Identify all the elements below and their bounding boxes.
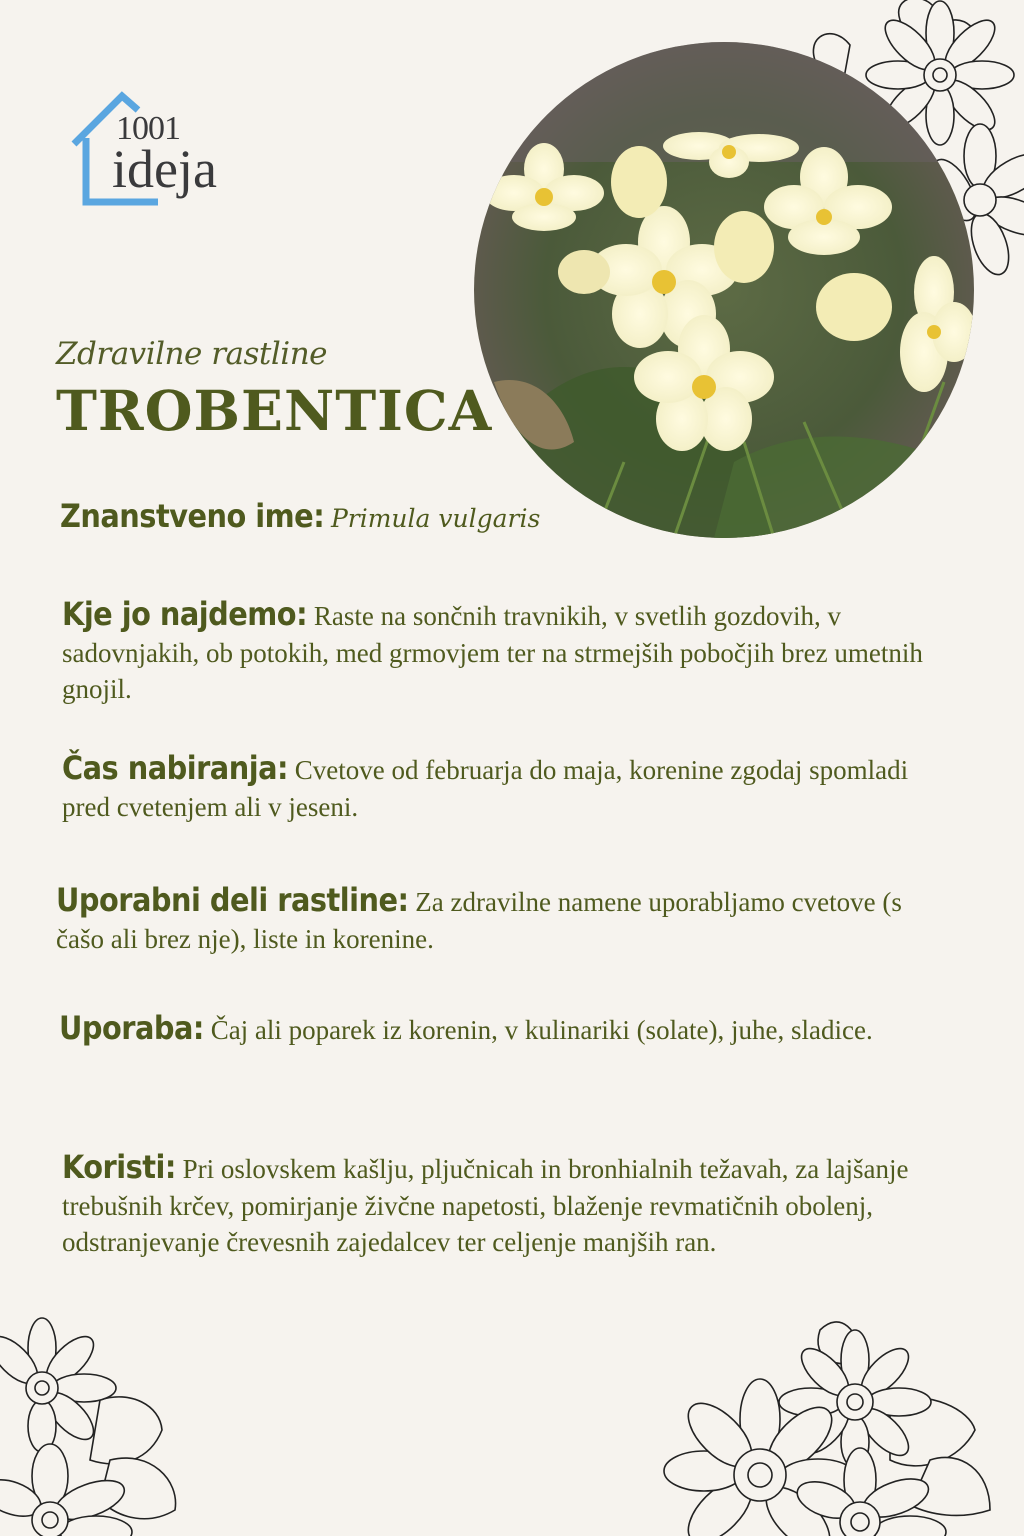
flower-outline-decoration-bottom-right (660, 1310, 1024, 1536)
field-harvest-time (62, 750, 942, 825)
field-habitat (62, 596, 962, 708)
page-subtitle: Zdravilne rastline (56, 336, 327, 372)
primrose-flowers-illustration (474, 42, 974, 538)
logo-1001-ideja (70, 88, 250, 218)
logo-word: ideja (112, 139, 217, 199)
field-value: Pri oslovskem kašlju, pljučnicah in bronhialnih težavah, za lajšanje trebušnih krčev, pomirjanje živčne napetosti, blaženje revmatičnih obolenj, odstranjevanje črevesnih zajedalcev ter celjenje manjših ran. (62, 1154, 909, 1257)
field-value: Za zdravilne namene uporabljamo cvetove (s čašo ali brez nje), liste in korenine. (56, 887, 902, 954)
field-scientific-name (60, 498, 540, 538)
field-value: Primula vulgaris (330, 504, 541, 533)
flower-outline-decoration-bottom-left (0, 1310, 200, 1536)
field-value: Čaj ali poparek iz korenin, v kulinariki (solate), juhe, sladice. (210, 1015, 873, 1045)
field-label: Uporaba: (59, 1009, 204, 1047)
field-label: Uporabni deli rastline: (56, 881, 409, 919)
field-label: Znanstveno ime: (60, 497, 325, 535)
field-usage (59, 1010, 939, 1049)
field-label: Koristi: (62, 1148, 176, 1186)
field-label: Kje jo najdemo: (62, 595, 308, 633)
field-value: Cvetove od februarja do maja, korenine zgodaj spomladi pred cvetenjem ali v jeseni. (62, 755, 909, 822)
field-label: Čas nabiranja: (62, 749, 289, 787)
field-benefits (62, 1149, 962, 1261)
primrose-photo (474, 42, 974, 538)
field-value: Raste na sončnih travnikih, v svetlih gozdovih, v sadovnjakih, ob potokih, med grmovjem ter na strmejših pobočjih brez umetnih gnojil. (62, 601, 923, 704)
page-title: TROBENTICA (56, 378, 493, 443)
field-useful-parts (56, 882, 936, 957)
logo-number: 1001 (116, 110, 180, 147)
